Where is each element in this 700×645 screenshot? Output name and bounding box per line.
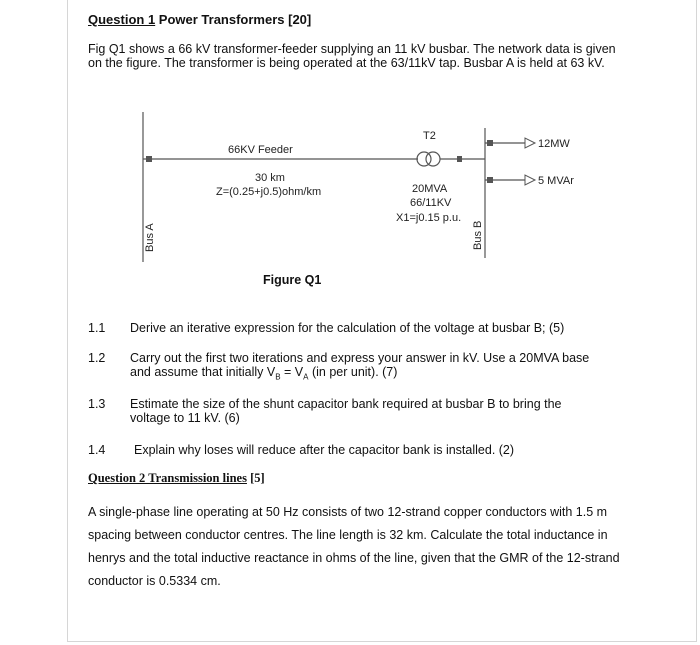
- question1-intro: Fig Q1 shows a 66 kV transformer-feeder supplying an 11 kV busbar. The network data is given on the figure. The transformer is being operated at the 63/11kV tap. Busbar A is held at 63 kV.: [88, 42, 616, 70]
- question2-body: A single-phase line operating at 50 Hz consists of two 12-strand copper conductors with 1.5 m spacing between conductor centres. The line length is 32 km. Calculate the total inductance in henrys and the total inductive reactance in ohms of the line, given that the GMR of the 12-strand conductor is 0.5334 cm.: [88, 505, 620, 588]
- item-1-3-text: Estimate the size of the shunt capacitor bank required at busbar B to bring the voltage to 11 kV. (6): [130, 397, 562, 425]
- item-1-1-number: 1.1: [88, 321, 106, 335]
- question1-title: Question 1 Power Transformers [20]: [88, 12, 312, 27]
- bus-a-label: Bus A: [144, 223, 156, 252]
- item-1-2-text: Carry out the first two iterations and express your answer in kV. Use a 20MVA base and assume that initially $V_B = V_A$ (in per unit). (7): [130, 351, 590, 382]
- load-q-breaker-icon: [487, 177, 493, 183]
- transformer-reactance: X1=j0.15 p.u.: [396, 212, 462, 224]
- load-p-arrow-icon: [525, 138, 535, 148]
- transformer-breaker-icon: [457, 156, 462, 162]
- load-q-arrow-icon: [525, 175, 535, 185]
- question2-title: Question 2 Transmission lines [5]: [88, 471, 265, 485]
- item-1-4-number: 1.4: [88, 443, 106, 457]
- figure-caption: Figure Q1: [263, 273, 322, 287]
- load-p-label: 12MW: [538, 138, 570, 150]
- feeder-length: 30 km: [255, 172, 285, 184]
- item-1-3-number: 1.3: [88, 397, 106, 411]
- load-p-breaker-icon: [487, 140, 493, 146]
- feeder-label: 66KV Feeder: [228, 144, 293, 156]
- transformer-winding-2-icon: [426, 152, 440, 166]
- item-1-4-text: Explain why loses will reduce after the capacitor bank is installed. (2): [134, 443, 515, 457]
- item-1-1-text: Derive an iterative expression for the calculation of the voltage at busbar B; (5): [130, 321, 565, 335]
- figure-q1-diagram: [0, 0, 700, 300]
- transformer-voltage: 66/11KV: [410, 197, 452, 209]
- load-q-label: 5 MVAr: [538, 175, 574, 187]
- transformer-label: T2: [423, 130, 436, 142]
- transformer-rating: 20MVA: [412, 183, 448, 195]
- bus-b-label: Bus B: [472, 220, 484, 250]
- feeder-impedance: Z=(0.25+j0.5)ohm/km: [216, 186, 322, 198]
- transformer-winding-1-icon: [417, 152, 431, 166]
- item-1-2-number: 1.2: [88, 351, 106, 365]
- feeder-breaker-icon: [146, 156, 152, 162]
